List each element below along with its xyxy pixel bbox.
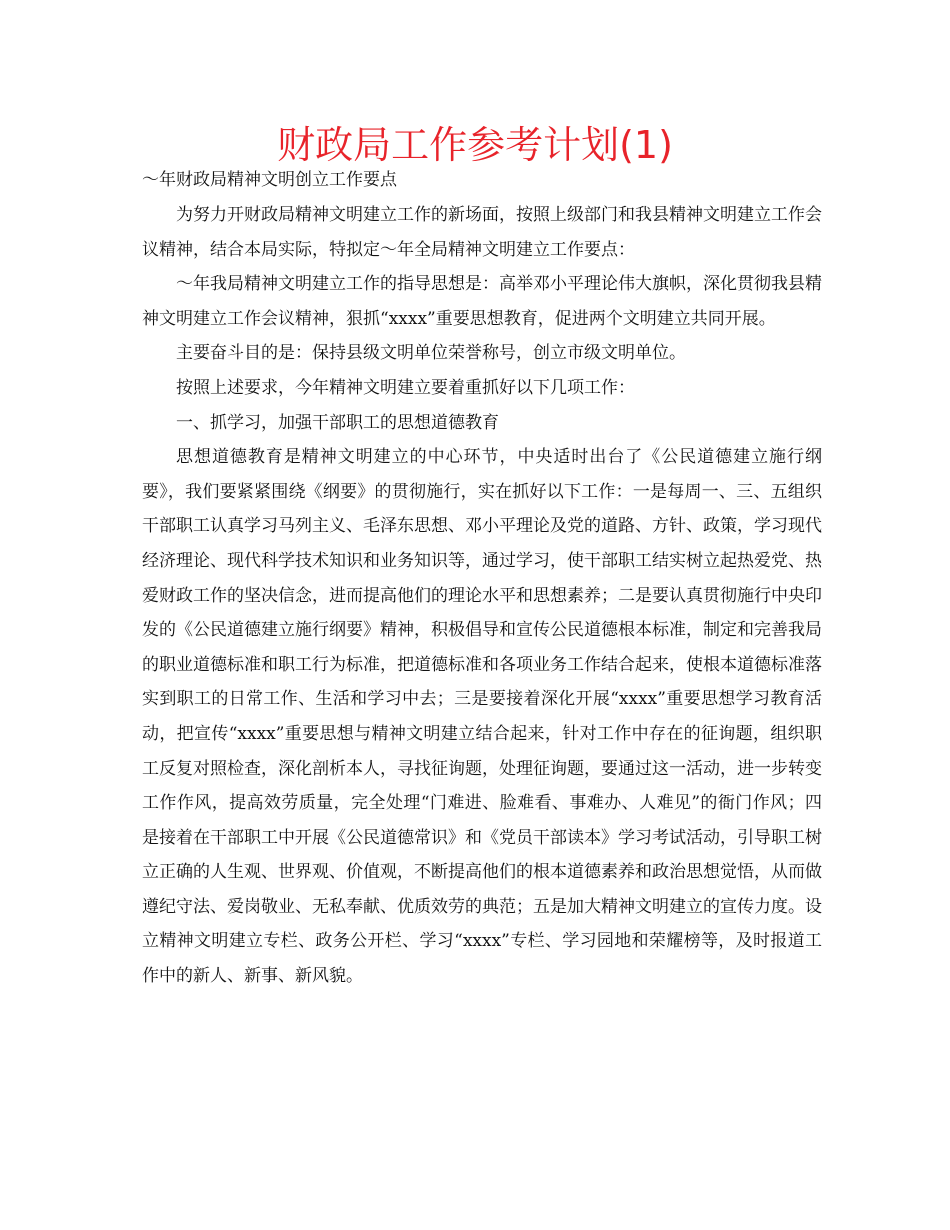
document-subtitle: ～年财政局精神文明创立工作要点 [142, 170, 397, 190]
paragraph-main-goal: 主要奋斗目的是：保持县级文明单位荣誉称号，创立市级文明单位。 [176, 343, 686, 364]
document-body [142, 198, 822, 994]
document-title: 财政局工作参考计划(1) [277, 123, 673, 167]
paragraph-guiding-thought: ～年我局精神文明建立工作的指导思想是：高举邓小平理论伟大旗帜，深化贯彻我县精神文明建立工作会议精神，狠抓“xxxx”重要思想教育，促进两个文明建立共同开展。 [142, 274, 822, 329]
section-heading-1: 一、抓学习，加强干部职工的思想道德教育 [176, 412, 499, 433]
paragraph-intro: 为努力开财政局精神文明建立工作的新场面，按照上级部门和我县精神文明建立工作会议精神，结合本局实际，特拟定～年全局精神文明建立工作要点： [142, 205, 822, 260]
paragraph-requirements: 按照上述要求，今年精神文明建立要着重抓好以下几项工作： [176, 377, 635, 398]
paragraph-moral-education: 思想道德教育是精神文明建立的中心环节，中央适时出台了《公民道德建立施行纲要》，我们要紧紧围绕《纲要》的贯彻施行，实在抓好以下工作：一是每周一、三、五组织干部职工认真学习马列主义、毛泽东思想、邓小平理论及党的道路、方针、政策，学习现代经济理论、现代科学技术知识和业务知识等，通过学习，使干部职工结实树立起热爱党、热爱财政工作的坚决信念，进而提高他们的理论水平和思想素养；二是要认真贯彻施行中央印发的《公民道德建立施行纲要》精神，积极倡导和宣传公民道德根本标准，制定和完善我局的职业道德标准和职工行为标准，把道德标准和各项业务工作结合起来，使根本道德标准落实到职工的日常工作、生活和学习中去；三是要接着深化开展“xxxx”重要思想学习教育活动，把宣传“xxxx”重要思想与精神文明建立结合起来，针对工作中存在的征询题，组织职工反复对照检查，深化剖析本人，寻找征询题，处理征询题，要通过这一活动，进一步转变工作作风，提高效劳质量，完全处理“门难进、脸难看、事难办、人难见”的衙门作风；四是接着在干部职工中开展《公民道德常识》和《党员干部读本》学习考试活动，引导职工树立正确的人生观、世界观、价值观，不断提高他们的根本道德素养和政治思想觉悟，从而做遵纪守法、爱岗敬业、无私奉献、优质效劳的典范；五是加大精神文明建立的宣传力度。设立精神文明建立专栏、政务公开栏、学习“xxxx”专栏、学习园地和荣耀榜等，及时报道工作中的新人、新事、新风貌。 [142, 447, 822, 987]
